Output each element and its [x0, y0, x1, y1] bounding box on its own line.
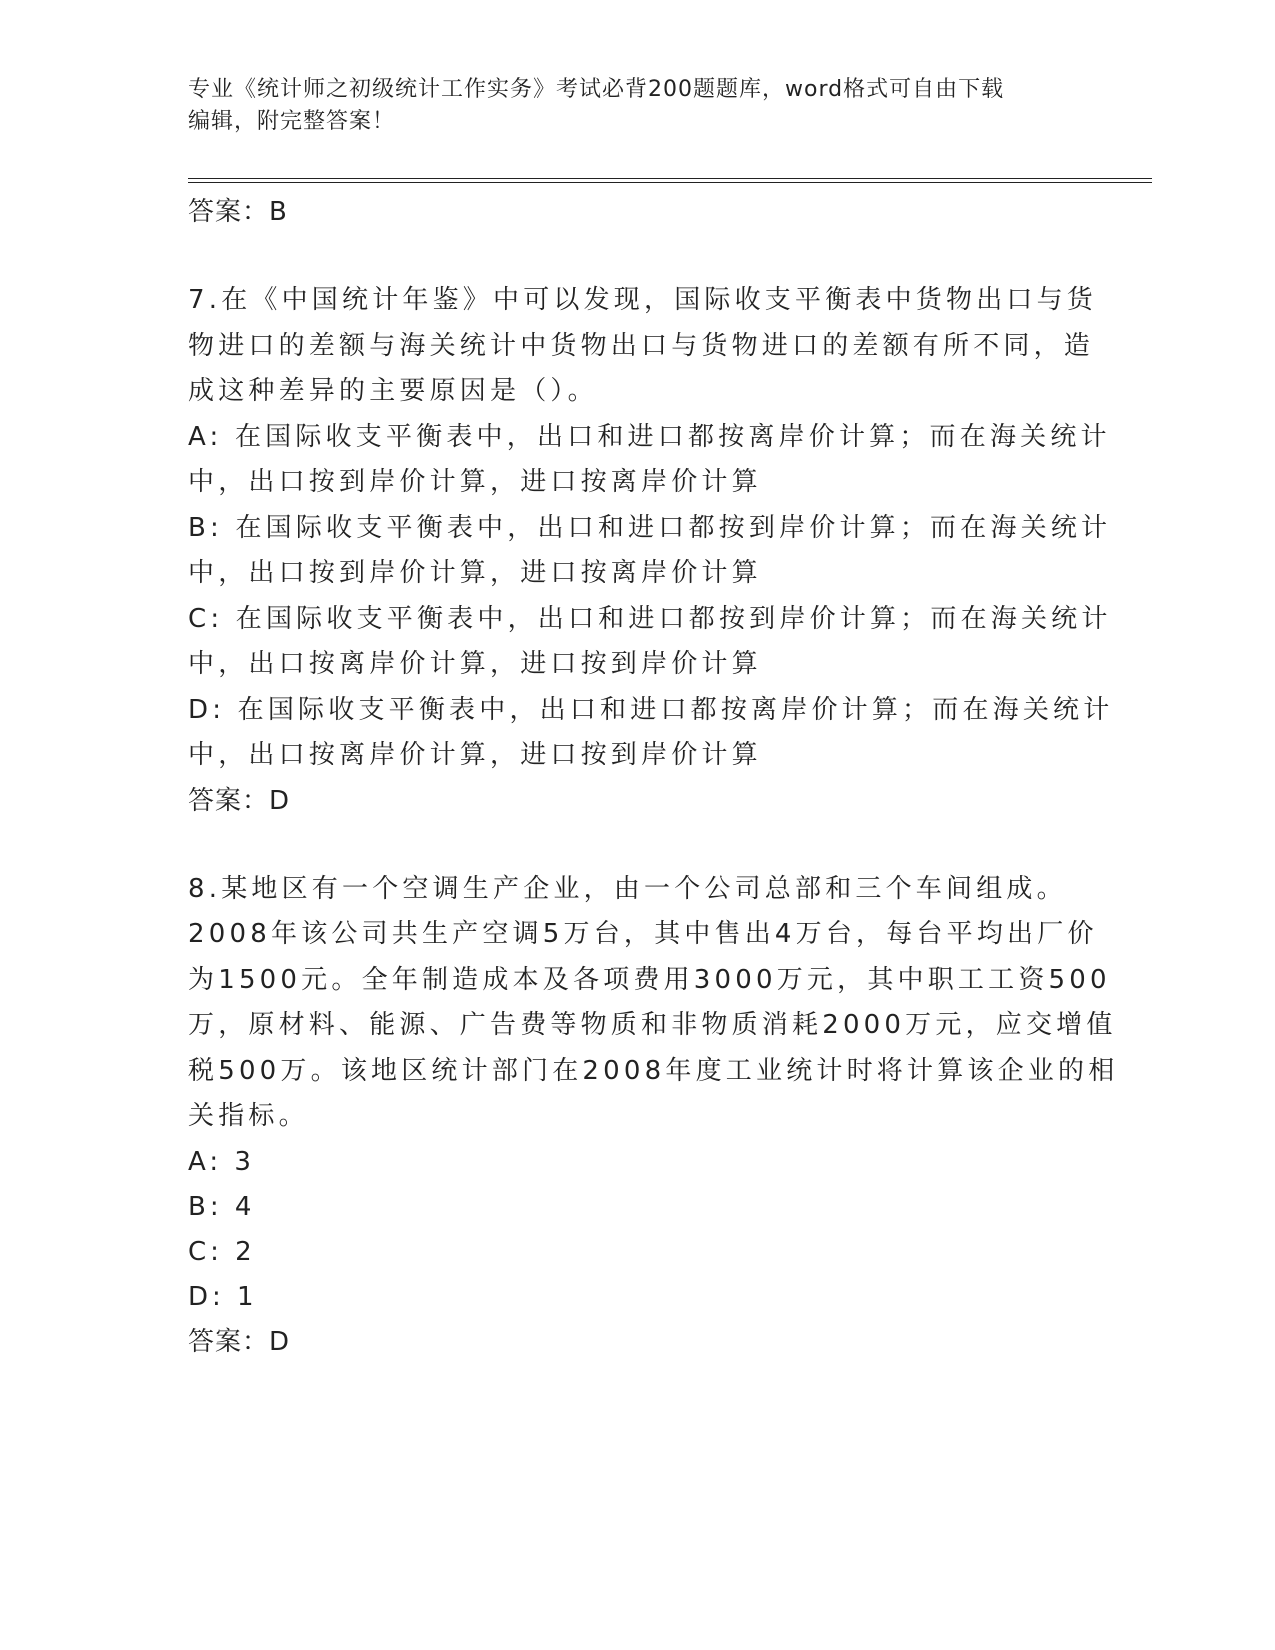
question-7	[188, 278, 1114, 823]
header-rule-top	[188, 178, 1152, 179]
option-b	[188, 506, 1112, 597]
header-line: 编辑，附完整答案！	[188, 109, 396, 134]
option-line: 中，出口按离岸价计算，进口按到岸价计算	[188, 649, 762, 679]
option-a: A: 3	[188, 1146, 255, 1177]
option-line: 中，出口按到岸价计算，进口按离岸价计算	[188, 467, 762, 497]
question-line: 万，原材料、能源、广告费等物质和非物质消耗2000万元，应交增值	[188, 1010, 1117, 1040]
option-line: C: 在国际收支平衡表中，出口和进口都按到岸价计算；而在海关统计	[188, 603, 1112, 634]
previous-answer: 答案：B	[188, 197, 288, 227]
page-header	[188, 74, 1068, 138]
question-line: 税500万。该地区统计部门在2008年度工业统计时将计算该企业的相	[188, 1055, 1119, 1086]
option-a	[188, 415, 1111, 506]
option-c: C: 2	[188, 1236, 256, 1267]
question-stem	[188, 867, 1119, 1140]
header-rule-bottom	[188, 182, 1152, 183]
document-content	[188, 190, 1119, 1364]
answer-line: 答案：D	[188, 1326, 291, 1357]
spacer	[188, 823, 1088, 867]
option-line: 中，出口按到岸价计算，进口按离岸价计算	[188, 558, 762, 588]
option-line: D: 在国际收支平衡表中，出口和进口都按离岸价计算；而在海关统计	[188, 694, 1114, 725]
option-b: B: 4	[188, 1191, 256, 1222]
option-line: 中，出口按离岸价计算，进口按到岸价计算	[188, 740, 762, 770]
option-d: D: 1	[188, 1281, 258, 1312]
option-line: A: 在国际收支平衡表中，出口和进口都按离岸价计算；而在海关统计	[188, 421, 1111, 452]
spacer	[188, 234, 1088, 278]
question-stem	[188, 278, 1098, 415]
answer-line: 答案：D	[188, 785, 291, 816]
question-line: 物进口的差额与海关统计中货物出口与货物进口的差额有所不同，造	[188, 330, 1095, 361]
option-d	[188, 688, 1114, 779]
option-c	[188, 597, 1112, 688]
question-line: 为1500元。全年制造成本及各项费用3000万元，其中职工工资500	[188, 964, 1111, 995]
option-line: B: 在国际收支平衡表中，出口和进口都按到岸价计算；而在海关统计	[188, 512, 1112, 543]
header-line: 专业《统计师之初级统计工作实务》考试必背200题题库，word格式可自由下载	[188, 77, 1005, 102]
question-8	[188, 867, 1119, 1364]
question-line: 2008年该公司共生产空调5万台，其中售出4万台，每台平均出厂价	[188, 919, 1098, 949]
question-line: 7.在《中国统计年鉴》中可以发现，国际收支平衡表中货物出口与货	[188, 285, 1098, 315]
question-line: 关指标。	[188, 1101, 309, 1131]
question-line: 成这种差异的主要原因是（）。	[188, 376, 598, 406]
question-line: 8.某地区有一个空调生产企业，由一个公司总部和三个车间组成。	[188, 873, 1067, 904]
